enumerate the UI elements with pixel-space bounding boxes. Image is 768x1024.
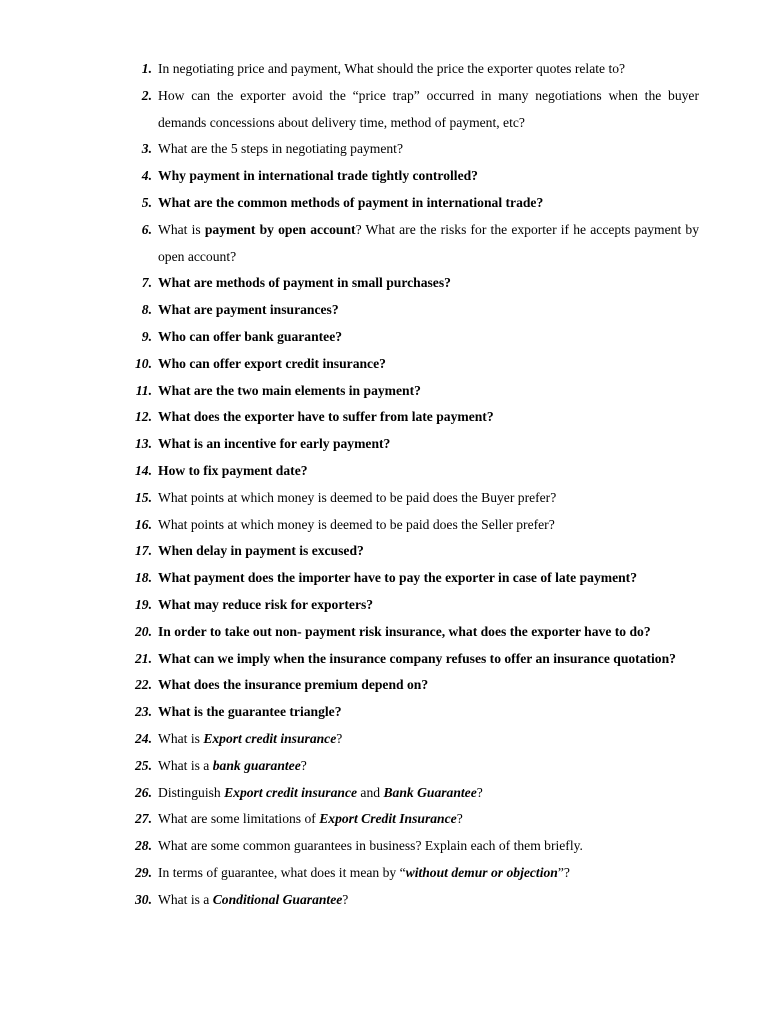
- question-text-run: ”?: [557, 864, 570, 880]
- question-item: [0, 726, 768, 753]
- question-text: [158, 780, 699, 807]
- emphasized-term: In order to take out non- payment risk insurance, what does the exporter have to do?: [158, 623, 651, 639]
- question-text-run: ?: [342, 891, 349, 907]
- question-text: [158, 592, 699, 619]
- question-item: [0, 538, 768, 565]
- question-item: [0, 860, 768, 887]
- emphasized-term: When delay in payment is excused?: [158, 543, 364, 559]
- question-text-run: What is a: [158, 757, 213, 773]
- question-item: [0, 592, 768, 619]
- question-text: [158, 136, 699, 163]
- question-text: [158, 378, 699, 405]
- emphasized-term: Bank Guarantee: [383, 784, 477, 800]
- question-number: 25.: [135, 757, 152, 773]
- question-item: [0, 297, 768, 324]
- question-text: [158, 619, 699, 646]
- question-number: 2.: [141, 87, 152, 103]
- question-list: [0, 56, 768, 914]
- question-text: [158, 646, 699, 673]
- question-text: [158, 672, 699, 699]
- question-text: [158, 753, 699, 780]
- emphasized-term: Export credit insurance: [224, 784, 358, 800]
- emphasized-term: What payment does the importer have to pay the exporter in case of late payment?: [158, 570, 637, 586]
- emphasized-term: Why payment in international trade tightly controlled?: [158, 168, 478, 184]
- question-number: 18.: [135, 570, 152, 586]
- question-number: 7.: [141, 275, 152, 291]
- question-number: 19.: [135, 596, 152, 612]
- emphasized-term: Export Credit Insurance: [319, 811, 457, 827]
- question-number: 24.: [135, 730, 152, 746]
- emphasized-term: bank guarantee: [212, 757, 301, 773]
- question-text-run: What are some limitations of: [158, 811, 320, 827]
- question-item: [0, 190, 768, 217]
- question-text: [158, 270, 699, 297]
- emphasized-term: without demur or objection: [405, 864, 558, 880]
- question-text-run: How can the exporter avoid the “price trap” occurred in many negotiations when the buyer demands concessions about delivery time, method of payment, etc?: [158, 87, 699, 130]
- question-number: 22.: [135, 677, 152, 693]
- question-number: 16.: [135, 516, 152, 532]
- question-number: 9.: [141, 328, 152, 344]
- question-text: [158, 351, 699, 378]
- question-number: 8.: [141, 302, 152, 318]
- question-number: 13.: [135, 436, 152, 452]
- question-text-run: ?: [456, 811, 463, 827]
- question-item: [0, 806, 768, 833]
- question-item: [0, 833, 768, 860]
- emphasized-term: Export credit insurance: [203, 730, 337, 746]
- question-item: [0, 646, 768, 673]
- question-number: 26.: [135, 784, 152, 800]
- question-item: [0, 780, 768, 807]
- question-text-run: In terms of guarantee, what does it mean by “: [158, 864, 406, 880]
- question-item: [0, 378, 768, 405]
- emphasized-term: Conditional Guarantee: [212, 891, 343, 907]
- question-text-run: What points at which money is deemed to be paid does the Seller prefer?: [158, 516, 555, 532]
- question-number: 15.: [135, 489, 152, 505]
- question-number: 3.: [141, 141, 152, 157]
- emphasized-term: What can we imply when the insurance company refuses to offer an insurance quotation?: [158, 650, 676, 666]
- question-item: [0, 753, 768, 780]
- question-number: 4.: [141, 168, 152, 184]
- question-text-run: and: [357, 784, 384, 800]
- question-item: [0, 672, 768, 699]
- question-item: [0, 136, 768, 163]
- question-item: [0, 56, 768, 83]
- question-number: 5.: [141, 194, 152, 210]
- emphasized-term: What is the guarantee triangle?: [158, 704, 342, 720]
- question-text: [158, 887, 699, 914]
- emphasized-term: What does the exporter have to suffer from late payment?: [158, 409, 494, 425]
- question-text-run: What are some common guarantees in business? Explain each of them briefly.: [158, 838, 583, 854]
- question-text: [158, 699, 699, 726]
- question-number: 20.: [135, 623, 152, 639]
- question-text-run: ? What are the risks for the exporter if he accepts payment by open account?: [158, 221, 699, 264]
- question-number: 1.: [141, 61, 152, 76]
- question-item: [0, 887, 768, 914]
- question-number: 12.: [135, 409, 152, 425]
- emphasized-term: Who can offer bank guarantee?: [158, 328, 343, 344]
- question-text-run: ?: [300, 757, 307, 773]
- question-item: [0, 163, 768, 190]
- emphasized-term: What are the two main elements in payment?: [158, 382, 421, 398]
- question-text: [158, 458, 699, 485]
- question-text-run: ?: [476, 784, 483, 800]
- question-text: [158, 833, 699, 860]
- question-text: [158, 565, 699, 592]
- emphasized-term: What are the common methods of payment in international trade?: [158, 194, 544, 210]
- emphasized-term: What is an incentive for early payment?: [158, 436, 391, 452]
- question-item: [0, 699, 768, 726]
- question-text: [158, 431, 699, 458]
- question-text-run: Distinguish: [158, 784, 225, 800]
- question-text-run: What are the 5 steps in negotiating payment?: [158, 141, 403, 157]
- emphasized-term: What does the insurance premium depend on?: [158, 677, 429, 693]
- question-text: [158, 163, 699, 190]
- question-number: 10.: [135, 355, 152, 371]
- question-number: 21.: [135, 650, 152, 666]
- question-text: [158, 190, 699, 217]
- question-number: 11.: [135, 382, 152, 398]
- question-item: [0, 83, 768, 137]
- emphasized-term: How to fix payment date?: [158, 462, 308, 478]
- question-text: [158, 217, 699, 271]
- question-text: [158, 56, 699, 83]
- question-item: [0, 565, 768, 592]
- question-number: 17.: [135, 543, 152, 559]
- question-number: 29.: [135, 864, 152, 880]
- question-item: [0, 431, 768, 458]
- question-number: 30.: [135, 891, 152, 907]
- emphasized-term: Who can offer export credit insurance?: [158, 355, 386, 371]
- question-item: [0, 351, 768, 378]
- question-text-run: What is a: [158, 891, 213, 907]
- question-text: [158, 726, 699, 753]
- question-number: 14.: [135, 462, 152, 478]
- question-item: [0, 404, 768, 431]
- question-number: 23.: [135, 704, 152, 720]
- emphasized-term: What are payment insurances?: [158, 302, 339, 318]
- question-item: [0, 324, 768, 351]
- question-text: [158, 83, 699, 137]
- question-item: [0, 270, 768, 297]
- question-text: [158, 806, 699, 833]
- question-item: [0, 512, 768, 539]
- question-text: [158, 860, 699, 887]
- question-text-run: ?: [336, 730, 343, 746]
- question-text-run: What points at which money is deemed to be paid does the Buyer prefer?: [158, 489, 557, 505]
- question-text: [158, 485, 699, 512]
- question-number: 6.: [141, 221, 152, 237]
- question-item: [0, 217, 768, 271]
- question-text-run: What is: [158, 730, 204, 746]
- question-text: [158, 324, 699, 351]
- question-text: [158, 512, 699, 539]
- question-item: [0, 485, 768, 512]
- question-item: [0, 458, 768, 485]
- emphasized-term: What are methods of payment in small purchases?: [158, 275, 451, 291]
- question-text: [158, 404, 699, 431]
- question-text-run: In negotiating price and payment, What should the price the exporter quotes relate to?: [158, 61, 626, 76]
- emphasized-term: payment by open account: [204, 221, 356, 237]
- question-number: 27.: [135, 811, 152, 827]
- question-text: [158, 538, 699, 565]
- question-number: 28.: [135, 838, 152, 854]
- question-text: [158, 297, 699, 324]
- question-text-run: What is: [158, 221, 205, 237]
- emphasized-term: What may reduce risk for exporters?: [158, 596, 374, 612]
- question-item: [0, 619, 768, 646]
